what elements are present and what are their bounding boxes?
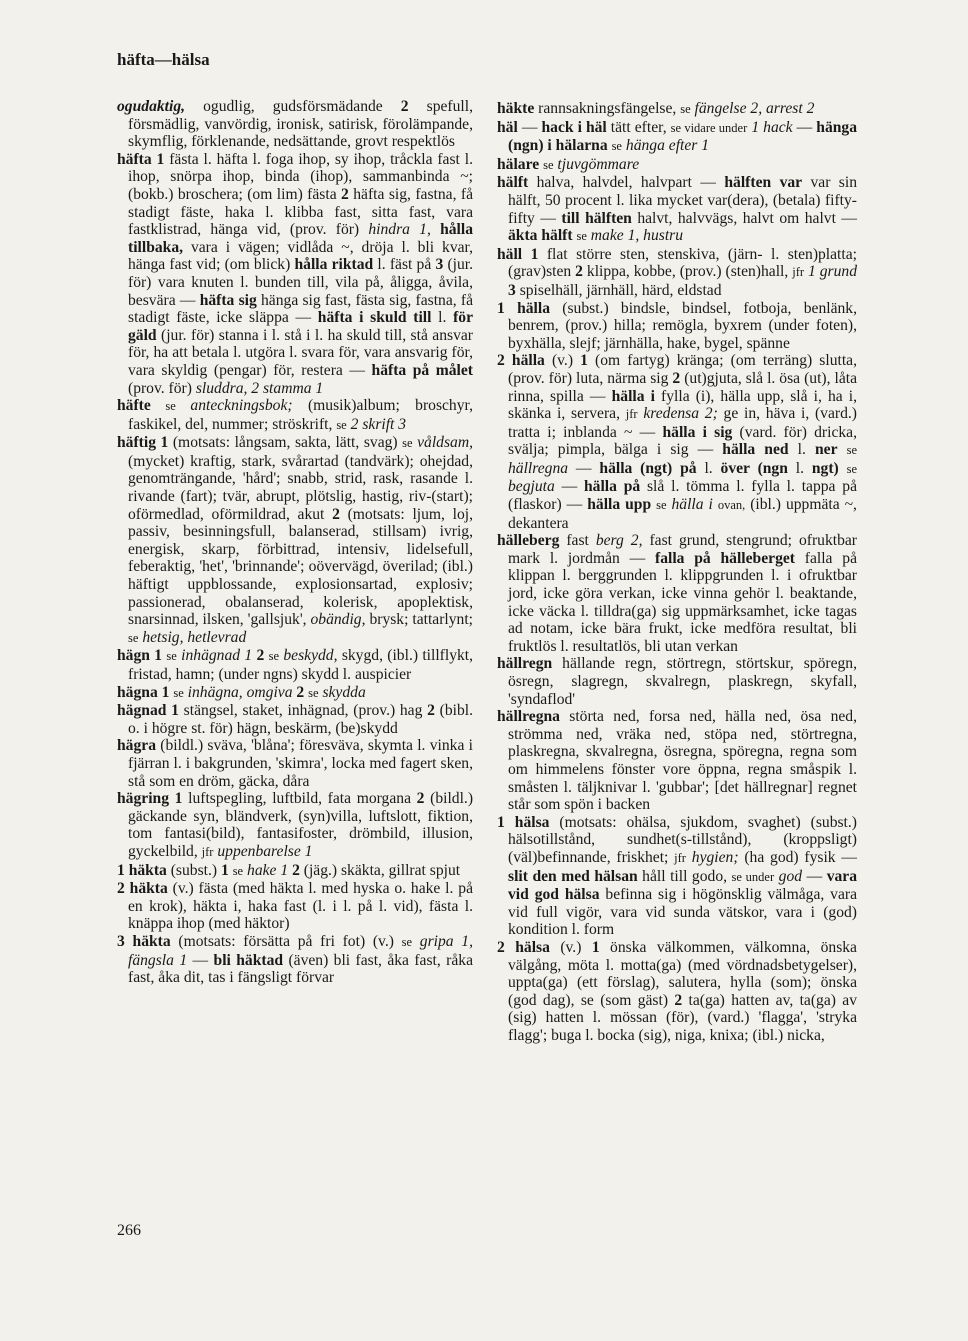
entry-text: hetsig, hetlevrad bbox=[142, 628, 247, 646]
entry-text: fästa l. häfta l. foga ihop, sy ihop, tråckla fast l. ihop, snörpa ihop, binda (ihop), sammanbinda ~; (bokb.) broschera; (om lim) fästa bbox=[128, 150, 473, 203]
entry-text: se bbox=[166, 649, 177, 664]
left-column bbox=[117, 98, 473, 987]
entry-headword: 3 häkta bbox=[117, 932, 171, 950]
dictionary-entry bbox=[117, 434, 473, 647]
entry-text: hälften var bbox=[724, 174, 803, 192]
entry-text: hänga efter 1 bbox=[625, 137, 710, 155]
entry-text: häfta i skuld till bbox=[317, 309, 432, 327]
entry-headword: ogudaktig, bbox=[117, 98, 186, 115]
entry-text: gripa 1, fängsla 1 bbox=[128, 932, 473, 969]
entry-text: kredensa 2; bbox=[643, 405, 718, 423]
entry-text: flat större sten, stenskiva, (järn- l. sten)platta; (grav)sten bbox=[508, 245, 857, 281]
entry-headword: häll 1 bbox=[497, 245, 539, 263]
entry-text: se bbox=[846, 443, 857, 458]
entry-text: (ha god) fysik — bbox=[738, 848, 857, 866]
entry-text: l. fäst på bbox=[373, 256, 436, 274]
entry-text: se bbox=[576, 229, 587, 244]
dictionary-entry bbox=[117, 862, 473, 881]
entry-headword: hälft bbox=[497, 174, 529, 192]
entry-text: 2 bbox=[296, 683, 305, 701]
entry-text: hälla i bbox=[611, 387, 655, 405]
entry-text: halva, halvdel, halvpart — bbox=[528, 174, 725, 192]
dictionary-entry bbox=[497, 352, 857, 532]
entry-text: spefull, försmädlig, vanvördig, ironisk, satirisk, förolämpande, skymflig, förklenande, nedsättande, grovt respektlös bbox=[128, 98, 473, 151]
entry-text: hake 1 bbox=[247, 861, 289, 879]
entry-text: falla på klippan l. berggrunden l. klippgrunden l. i ofruktbar jord, icke göra verkan, icke vinna gehör l. beaktande, icke väcka l. tilldra(ga) sig uppmärksamhet, icke tagas ad notam, icke bära frukt, icke medföra resultat, bli fruktlös l. resultatlös, bli utan verkan bbox=[508, 549, 857, 655]
entry-headword: hällregna bbox=[497, 708, 560, 726]
entry-text: 1 bbox=[151, 150, 165, 168]
entry-headword: 2 hälsa bbox=[497, 938, 550, 956]
entry-text bbox=[837, 441, 846, 458]
entry-text: 1 bbox=[580, 352, 588, 370]
entry-text: våldsam, bbox=[417, 434, 473, 452]
entry-text: jfr bbox=[625, 407, 638, 422]
entry-text: var sin hälft, 50 procent l. lika mycket var(dera), (betala) fifty-fifty — bbox=[508, 174, 857, 227]
entry-text: (motsats: ohälsa, sjukdom, svaghet) (subst.) hälsotillstånd, sundhet(s-tillstånd), (kroppsligt) (väl)befinnande, friskhet; bbox=[508, 813, 857, 866]
entry-text: ner bbox=[814, 441, 838, 459]
dictionary-entry bbox=[497, 119, 857, 156]
running-head: häfta—hälsa bbox=[117, 50, 210, 69]
entry-text: 2 bbox=[341, 185, 349, 203]
entry-text: (bildl.) sväva, 'blåna'; föresväva, skymta l. vinka i fjärran l. i bakgrunden, 'skimra', locka med fagert sken, stå som en dröm, gäcka, dåra bbox=[128, 737, 473, 790]
entry-text: se bbox=[173, 685, 184, 700]
entry-text: (jur. för) vara knuten l. bunden till, vila på, åligga, åvila, besvära — bbox=[128, 256, 473, 309]
entry-text: se bbox=[268, 649, 280, 664]
dictionary-entry bbox=[117, 98, 473, 151]
entry-headword: häkte bbox=[497, 100, 535, 117]
entry-text: jfr bbox=[674, 850, 686, 865]
entry-text: 2 bbox=[292, 861, 300, 879]
entry-text: befinna sig i högönsklig välmåga, vara vid full vigör, vara vid sunda vätskor, vara i (god) kondition l. form bbox=[508, 886, 857, 939]
entry-text: ge in, häva i, (vard.) tratta i; inblanda ~ — bbox=[508, 405, 857, 441]
entry-text: (motsats: ljum, loj, passiv, besinningsfull, balanserad, stillsam) ivrig, energisk, skarp, förbittrad, intensiv, lidelsefull, feberaktig, 'het', 'brinnande'; oövervägd, överilad; (ibl.) häftigt uppblossande, explosionsartad, explosiv; passionerad, obalanserad, kolerisk, apoplektisk, snarsinnad, ilsken, 'gallsjuk', bbox=[128, 505, 473, 629]
entry-headword: häfta bbox=[117, 150, 152, 168]
dictionary-entry bbox=[497, 708, 857, 814]
entry-text: se bbox=[656, 498, 667, 513]
entry-text: önska välkommen, välkomna, önska välgång, möta l. motta(ga) (med vördnadsbetygelser), uppta(ga) (ett förslag), salutera, hylla (som); önska (god dag), se (som gäst) bbox=[508, 938, 857, 1009]
entry-text: hälla upp bbox=[587, 496, 652, 514]
entry-headword: 2 häkta bbox=[117, 880, 168, 898]
entry-text: 2 bbox=[400, 98, 409, 115]
entry-text: se bbox=[680, 102, 691, 116]
entry-headword: hälare bbox=[497, 155, 540, 173]
entry-headword: häfte bbox=[117, 397, 151, 415]
entry-text: — bbox=[792, 118, 817, 136]
entry-text: uppenbarelse 1 bbox=[217, 842, 313, 860]
entry-text: 2 bbox=[575, 263, 583, 281]
entry-text: (ut)gjuta, slå l. ösa (ut), låta rinna, spilla — bbox=[508, 369, 857, 405]
entry-headword: häftig 1 bbox=[117, 434, 169, 452]
entry-text: brysk; tattarlynt; bbox=[365, 611, 474, 629]
entry-text: hällregna bbox=[508, 459, 569, 477]
entry-text: — bbox=[517, 118, 542, 136]
entry-text: (motsats: långsam, sakta, lätt, svag) bbox=[168, 434, 403, 452]
entry-text: — bbox=[554, 478, 584, 496]
entry-text: (prov. för) bbox=[128, 379, 196, 397]
dictionary-entry bbox=[497, 939, 857, 1045]
entry-text: ogudlig, gudsförsmädande bbox=[185, 98, 401, 115]
entry-text: (jäg.) skäkta, gillrat spjut bbox=[299, 861, 461, 879]
entry-text: vara i vägen; vidlåda ~, dröja l. bli kvar, hänga fast vid; (om blick) bbox=[128, 238, 473, 274]
entry-text: hälla i sig bbox=[662, 423, 733, 441]
entry-text: falla på hälleberget bbox=[655, 549, 795, 567]
entry-text: tjuvgömmare bbox=[557, 155, 640, 173]
entry-text: obändig, bbox=[310, 611, 366, 629]
dictionary-entry bbox=[497, 174, 857, 245]
entry-headword: hägnad 1 bbox=[117, 702, 179, 720]
entry-text: ta(ga) hatten av, ta(ga) av (sig) hatten l. mössan (för), (vard.) 'flagga', 'stryka flagg'; buga l. bocka (sig), niga, knixa; (ibl.) nicka, bbox=[508, 991, 857, 1044]
entry-text: 3 bbox=[508, 281, 516, 299]
entry-text bbox=[412, 933, 420, 950]
entry-text: klippa, kobbe, (prov.) (sten)hall, bbox=[582, 263, 793, 281]
entry-text: berg 2, bbox=[595, 532, 643, 550]
entry-text: bli häktad bbox=[213, 951, 284, 969]
right-column bbox=[497, 100, 857, 1044]
dictionary-entry bbox=[497, 246, 857, 300]
entry-text: hälla (ngt) på bbox=[599, 459, 697, 477]
dictionary-entry bbox=[497, 156, 857, 175]
entry-text: 2 bbox=[416, 790, 425, 808]
entry-text: 1 grund bbox=[808, 263, 858, 281]
entry-text: (jur. för) stanna i l. stå i l. ha skuld till, stå ansvar för, ha att betala l. utgöra l. svara för, vara ansvarig för, vara skyldig (pengar) för, restera — bbox=[128, 326, 473, 379]
entry-headword: häl bbox=[497, 118, 518, 136]
entry-headword: hällregn bbox=[497, 655, 553, 673]
entry-text: hälla ned bbox=[722, 441, 789, 459]
entry-text: till hälften bbox=[561, 209, 632, 227]
entry-headword: hägring 1 bbox=[117, 790, 183, 808]
entry-text: stängsel, staket, inhägnad, (prov.) hag bbox=[178, 702, 428, 720]
entry-text: se bbox=[232, 863, 244, 878]
entry-text: äkta hälft bbox=[508, 227, 573, 245]
dictionary-entry bbox=[117, 647, 473, 683]
dictionary-entry bbox=[497, 532, 857, 655]
page-number: 266 bbox=[117, 1222, 141, 1239]
entry-text: inhägnad 1 bbox=[181, 647, 253, 665]
entry-headword: hägra bbox=[117, 737, 156, 755]
entry-text: (vard. för) dricka, svälja; pimpla, bälga i sig — bbox=[508, 423, 857, 459]
entry-text: — bbox=[187, 951, 214, 969]
entry-text: störta ned, forsa ned, hälla ned, ösa ned, strömma ned, vräka ned, stöpa ned, störtregna, plaskregna, skvalregna, ösregna, spöregna, regna som om himmelens fönster vore öppna, regna småspik l. småsten l. täljknivar l. 'gubbar'; [det hällregnar] regnet står som spön i backen bbox=[508, 708, 857, 814]
entry-text: 2 bbox=[256, 647, 265, 665]
entry-text: slit den med hälsan bbox=[508, 867, 638, 885]
entry-text: (subst.) bbox=[166, 861, 221, 879]
entry-text: jfr bbox=[792, 265, 805, 280]
dictionary-entry bbox=[117, 684, 473, 703]
entry-text: häfta på målet bbox=[371, 361, 474, 379]
dictionary-entry bbox=[497, 655, 857, 708]
entry-text: se bbox=[402, 436, 413, 451]
entry-text: 1 bbox=[220, 861, 229, 879]
dictionary-entry bbox=[117, 933, 473, 987]
entry-text: 2 bbox=[672, 369, 681, 387]
entry-text: häfta sig bbox=[199, 291, 257, 309]
entry-text: halvt, halvvägs, halvt om halvt — bbox=[631, 209, 857, 227]
entry-text: make 1, hustru bbox=[590, 227, 684, 245]
entry-text: se bbox=[846, 461, 858, 476]
entry-text: hänga (ngn) i hälarna bbox=[508, 118, 858, 155]
dictionary-entry bbox=[117, 702, 473, 737]
entry-text: hålla riktad bbox=[294, 256, 374, 274]
dictionary-entry bbox=[497, 300, 857, 353]
entry-text: slå l. tömma l. fylla l. tappa på (flaskor) — bbox=[508, 478, 857, 514]
entry-text: fast grund, stengrund; ofruktbar mark l. jordmån — bbox=[508, 532, 857, 567]
entry-text: 2 skrift 3 bbox=[350, 415, 407, 433]
entry-text: se bbox=[611, 139, 622, 154]
entry-text: (v.) fästa (med häkta l. med hyska o. hake l. på en krok), häkta i, haka fast (l. i l. på l. vid), fästa l. knäppa ihop (med häktor) bbox=[128, 880, 473, 933]
entry-text: 2 bbox=[674, 991, 683, 1009]
dictionary-entry bbox=[497, 814, 857, 939]
entry-text: se vidare under bbox=[670, 120, 748, 135]
entry-text: se bbox=[128, 630, 139, 645]
dictionary-entry bbox=[497, 100, 857, 119]
entry-text: hälla på bbox=[583, 478, 641, 496]
entry-text: jfr bbox=[201, 844, 214, 859]
entry-text: hindra 1, bbox=[368, 221, 431, 239]
entry-text: se bbox=[150, 399, 191, 414]
entry-text: hygien; bbox=[691, 848, 739, 866]
entry-headword: hägn 1 bbox=[117, 647, 163, 665]
entry-text: begjuta bbox=[508, 478, 555, 496]
entry-text: se bbox=[401, 934, 413, 949]
entry-text: skygd, (ibl.) tillflykt, fristad, hamn; (under ngns) skydd l. auspicier bbox=[128, 647, 474, 683]
entry-text: hänga sig fast, fästa sig, fastna, få stadigt fäste, icke släppa — bbox=[128, 291, 474, 327]
entry-text: l. bbox=[787, 459, 812, 477]
entry-text: (även) bli fast, åka fast, råka fast, åka dit, tas i fängsligt förvar bbox=[128, 951, 474, 987]
entry-headword: 2 hälla bbox=[497, 352, 545, 370]
entry-text: 1 hack bbox=[751, 118, 793, 136]
entry-text: vara vid god hälsa bbox=[508, 867, 857, 904]
entry-text: (bildl.) gäckande syn, bländverk, (syn)villa, luftslott, fiktion, tom fantasi(bild), fantasifoster, drömbild, illusion, gyckelbild, bbox=[128, 790, 474, 860]
entry-text: fylla (i), hälla upp, slå i, ha i, skänka i, servera, bbox=[508, 387, 857, 423]
entry-text: 2 bbox=[427, 702, 435, 720]
entry-text: se bbox=[336, 417, 347, 432]
dictionary-entry bbox=[117, 790, 473, 861]
entry-text: (bibl. o. i högre st. för) hägn, beskärm, (be)skydd bbox=[128, 702, 473, 737]
entry-text: hålla tillbaka, bbox=[128, 221, 473, 256]
entry-text: se bbox=[543, 157, 554, 172]
dictionary-entry bbox=[117, 880, 473, 933]
entry-text: ngt) bbox=[811, 459, 839, 477]
entry-text: anteckningsbok; bbox=[190, 397, 293, 415]
entry-headword: hägna 1 bbox=[117, 683, 170, 701]
entry-text: (musik)album; broschyr, faskikel, del, nummer; ströskrift, bbox=[128, 397, 473, 433]
entry-text: för gäld bbox=[128, 309, 473, 344]
entry-text: skydda bbox=[322, 683, 366, 701]
entry-text: hällande regn, störtregn, störtskur, spöregn, ösregn, slagregn, skvalregn, plaskregn, skyfall, 'syndaflod' bbox=[508, 655, 857, 708]
entry-headword: 1 hälsa bbox=[497, 813, 550, 831]
entry-text: se under bbox=[731, 869, 775, 884]
entry-text: (v.) bbox=[544, 352, 581, 370]
entry-text: se bbox=[308, 685, 319, 700]
entry-text: (v.) bbox=[549, 938, 592, 956]
dictionary-entry bbox=[117, 151, 473, 397]
entry-text: inhägna, omgiva bbox=[187, 683, 293, 701]
entry-headword: hälleberg bbox=[497, 532, 560, 550]
entry-text bbox=[839, 460, 847, 477]
entry-text: (om fartyg) kränga; (om terräng) slutta, (prov. för) luta, närma sig bbox=[508, 352, 857, 387]
entry-text: (motsats: försätta på fri fot) (v.) bbox=[170, 932, 402, 950]
entry-text: rannsakningsfängelse, bbox=[534, 100, 681, 117]
entry-headword: 1 hälla bbox=[497, 299, 551, 317]
entry-text: l. bbox=[431, 309, 454, 327]
entry-text: fast bbox=[559, 532, 596, 550]
entry-text: ovan, bbox=[717, 498, 746, 513]
entry-text: tätt efter, bbox=[606, 118, 671, 136]
entry-text: (mycket) kraftig, stark, svårartad (tandvärk); ohejdad, genomträngande, 'hård'; snabb, strid, rask, rasande l. rivande (fart); tvär, abrupt, plötslig, hastig, riv-(start); oförmedlad, oförmildrad, akut bbox=[128, 452, 473, 523]
entry-text: l. bbox=[696, 459, 721, 477]
entry-text: 1 bbox=[591, 938, 600, 956]
entry-text: (subst.) bindsle, bindsel, fotboja, benlänk, benrem, (prov.) hilla; remögla, byxrem (under foten), byxhälla, slejf; järnhälla, hake, bygel, spänne bbox=[508, 299, 857, 352]
entry-text: — bbox=[568, 459, 600, 477]
entry-text bbox=[431, 221, 440, 238]
entry-text: sluddra, 2 stamma 1 bbox=[195, 379, 324, 397]
entry-text: 2 bbox=[332, 505, 340, 523]
entry-text: (ibl.) uppmäta ~, dekantera bbox=[508, 496, 857, 532]
entry-text: hälla i bbox=[671, 496, 713, 514]
entry-text: häfta sig, fastna, få stadigt fäste, haka l. klibba fast, sitta fast, vara fastklistrad, hänga vid, (prov. för) bbox=[128, 185, 473, 239]
dictionary-entry bbox=[117, 737, 473, 790]
entry-text: håll till godo, bbox=[637, 867, 732, 885]
entry-text: spiselhäll, järnhäll, härd, eldstad bbox=[515, 281, 722, 299]
entry-text: luftspegling, luftbild, fata morgana bbox=[182, 790, 417, 808]
entry-headword: 1 häkta bbox=[117, 861, 167, 879]
dictionary-entry bbox=[117, 397, 473, 434]
entry-text: — bbox=[802, 867, 827, 885]
entry-text: fängelse 2, arrest 2 bbox=[694, 100, 815, 117]
entry-text: över (ngn bbox=[720, 459, 788, 477]
entry-text: l. bbox=[788, 441, 815, 459]
entry-text: 3 bbox=[435, 256, 444, 274]
entry-text: god bbox=[778, 867, 803, 885]
entry-text: beskydd, bbox=[283, 647, 338, 665]
entry-text: hack i häl bbox=[541, 118, 607, 136]
